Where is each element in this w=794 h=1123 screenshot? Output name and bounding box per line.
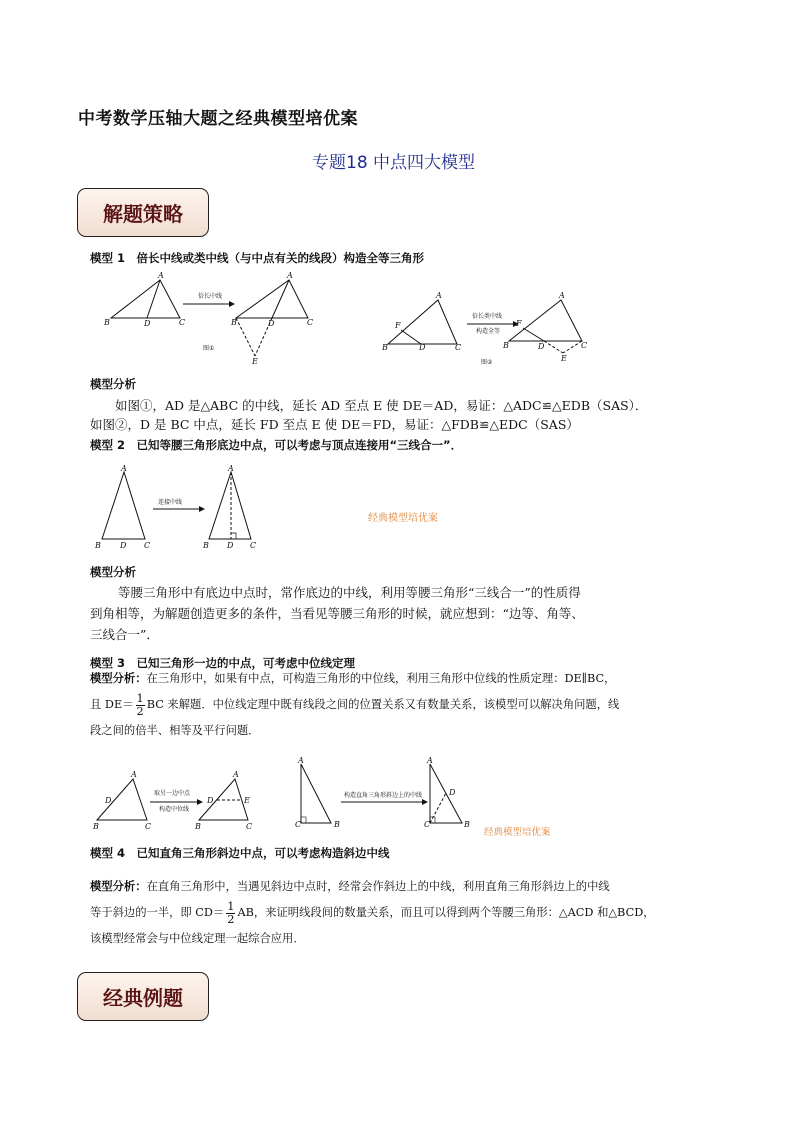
model2-analysis-label: 模型分析	[90, 565, 136, 579]
svg-text:B: B	[104, 318, 110, 327]
svg-text:F: F	[516, 319, 522, 328]
model1-heading: 模型 1 倍长中线或类中线（与中点有关的线段）构造全等三角形	[90, 251, 425, 265]
svg-text:E: E	[252, 357, 258, 366]
model1-analysis-label: 模型分析	[90, 377, 136, 391]
svg-text:A: A	[228, 464, 234, 473]
svg-text:E: E	[561, 354, 567, 363]
svg-text:A: A	[287, 271, 293, 280]
model3-fraction: $\frac{1}{2}$	[136, 691, 144, 718]
section-examples-label: 经典例题	[77, 972, 209, 1021]
model3-analysis-line3: 段之间的倍半、相等及平行问题．	[90, 724, 260, 737]
svg-text:B: B	[382, 343, 388, 352]
model3-analysis-line2-pre: 且 DE＝	[90, 698, 134, 711]
model4-analysis-line3: 该模型经常会与中位线定理一起综合应用．	[90, 932, 305, 945]
svg-text:A: A	[121, 464, 127, 473]
model4-fraction: $\frac{1}{2}$	[227, 899, 235, 926]
svg-text:D: D	[538, 342, 545, 351]
svg-text:B: B	[231, 318, 237, 327]
model2-arrow-label: 连接中线	[158, 499, 183, 506]
svg-text:E: E	[244, 796, 250, 805]
model2-heading: 模型 2 已知等腰三角形底边中点，可以考虑与顶点连接用“三线合一”．	[90, 438, 463, 452]
model3-analysis-line1: 在三角形中，如果有中点，可构造三角形的中位线，利用三角形中位线的性质定理：DE∥BC，	[146, 672, 616, 685]
model1-analysis-line2: 如图②，D 是 BC 中点，延长 FD 至点 E 使 DE＝FD，易证：△FDB≌△EDC（SAS）	[90, 417, 579, 432]
svg-text:C: C	[295, 820, 302, 829]
svg-text:C: C	[455, 343, 462, 352]
model1-fig2-arrow-line2: 构造全等	[476, 328, 501, 335]
model4-analysis-line1: 在直角三角形中，当遇见斜边中点时，经常会作斜边上的中线，利用直角三角形斜边上的中线	[146, 880, 610, 893]
svg-text:A: A	[298, 757, 304, 765]
model2-figures	[93, 464, 273, 554]
svg-text:D: D	[144, 319, 151, 328]
section-strategy-label: 解题策略	[77, 188, 209, 237]
svg-text:D: D	[268, 319, 275, 328]
model1-fig2-caption: 图②	[481, 359, 493, 366]
model2-analysis-line1: 等腰三角形中有底边中点时，常作底边的中线，利用等腰三角形“三线合一”的性质得	[118, 585, 581, 600]
svg-text:C: C	[581, 341, 588, 350]
svg-text:C: C	[307, 318, 314, 327]
model1-figures	[95, 268, 625, 373]
topic-subtitle: 专题18 中点四大模型	[312, 153, 476, 173]
svg-text:B: B	[464, 820, 470, 829]
model2-watermark: 经典模型培优案	[368, 513, 438, 524]
svg-text:A: A	[233, 770, 239, 779]
model3-analysis-line2-post: BC 来解题．中位线定理中既有线段之间的位置关系又有数量关系，该模型可以解决角问题，线	[146, 698, 620, 711]
model1-analysis-line1: 如图①，AD 是△ABC 的中线，延长 AD 至点 E 使 DE＝AD，易证：△ADC≌△EDB（SAS）．	[115, 398, 648, 413]
svg-text:B: B	[93, 822, 99, 831]
svg-text:A: A	[131, 770, 137, 779]
svg-text:C: C	[179, 318, 186, 327]
model2-analysis-line2: 到角相等，为解题创造更多的条件，当看见等腰三角形的时候，就应想到：“边等、角等、	[90, 606, 584, 621]
svg-text:C: C	[246, 822, 253, 831]
svg-text:A: A	[158, 271, 164, 280]
svg-text:D: D	[207, 796, 214, 805]
model4-analysis	[90, 874, 705, 952]
model3-right-arrow-label: 构造直角三角形斜边上的中线	[344, 792, 423, 799]
model1-fig1-caption: 图①	[203, 345, 215, 352]
model3-heading: 模型 3 已知三角形一边的中点，可考虑中位线定理	[90, 656, 356, 670]
model4-analysis-line2-pre: 等于斜边的一半，即 CD＝	[90, 906, 225, 919]
svg-text:D: D	[120, 541, 127, 550]
model3-left-arrow-line1: 取另一边中点	[154, 790, 191, 797]
model3-analysis-label: 模型分析：	[90, 672, 147, 685]
svg-text:F: F	[395, 321, 401, 330]
model2-analysis-line3: 三线合一”．	[90, 627, 159, 642]
svg-text:D: D	[449, 788, 456, 797]
svg-text:C: C	[424, 820, 431, 829]
svg-text:D: D	[227, 541, 234, 550]
svg-text:A: A	[436, 291, 442, 300]
model3-left-arrow-line2: 构造中位线	[159, 806, 190, 813]
model4-analysis-line2-post: AB，来证明线段间的数量关系，而且可以得到两个等腰三角形：△ACD 和△BCD，	[237, 906, 655, 919]
svg-text:B: B	[203, 541, 209, 550]
svg-text:C: C	[144, 541, 151, 550]
svg-text:B: B	[334, 820, 340, 829]
svg-text:B: B	[195, 822, 201, 831]
model3-watermark: 经典模型培优案	[484, 827, 551, 838]
page-title: 中考数学压轴大题之经典模型培优案	[78, 109, 358, 129]
svg-text:C: C	[145, 822, 152, 831]
model3-analysis	[90, 666, 705, 744]
svg-text:B: B	[95, 541, 101, 550]
model1-fig1-arrow-label: 倍长中线	[198, 293, 223, 300]
svg-text:C: C	[250, 541, 257, 550]
svg-text:B: B	[503, 341, 509, 350]
svg-text:D: D	[105, 796, 112, 805]
model4-heading: 模型 4 已知直角三角形斜边中点，可以考虑构造斜边中线	[90, 846, 390, 860]
model4-analysis-label: 模型分析：	[90, 880, 147, 893]
model1-fig2-arrow-line1: 倍长类中线	[472, 313, 503, 320]
svg-text:A: A	[559, 291, 565, 300]
svg-text:A: A	[427, 757, 433, 765]
svg-text:D: D	[419, 343, 426, 352]
model3-figures	[90, 757, 510, 837]
